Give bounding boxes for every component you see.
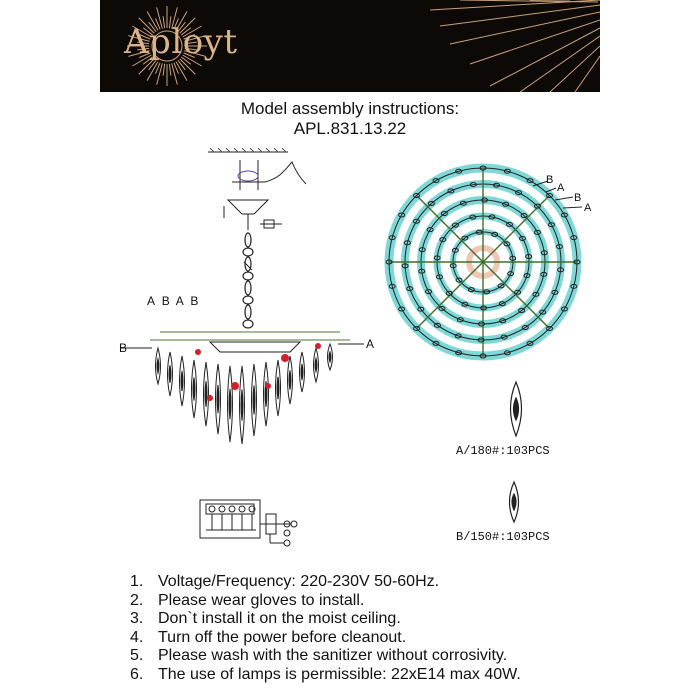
crystal-drop-core: [301, 364, 303, 380]
crystal-drop-core: [253, 386, 255, 415]
list-item: [130, 610, 521, 629]
item-number: 3.: [130, 610, 144, 628]
top-label-b-1: B: [546, 174, 554, 186]
instructions-list: [130, 573, 521, 685]
list-item: [130, 647, 521, 666]
list-item: [130, 629, 521, 648]
item-text: Voltage/Frequency: 220-230V 50-60Hz.: [158, 573, 440, 590]
label-left-b: B: [119, 341, 128, 355]
top-label-a-2: A: [584, 202, 592, 214]
crystal-drop-core: [241, 389, 243, 420]
wiring-diagram: [200, 500, 297, 546]
crystal-drop-b-icon: [510, 482, 519, 522]
label-b-2: B: [190, 294, 199, 308]
item-number: 4.: [130, 628, 144, 646]
item-number: 6.: [130, 665, 144, 683]
crystal-drop-core: [329, 352, 331, 362]
crystal-drop-core: [157, 359, 159, 373]
part-b-spec: B/150#:103PCS: [456, 530, 550, 544]
item-text: The use of lamps is permissible: 22xE14 max 40W.: [158, 665, 521, 683]
crystal-drop-core: [169, 365, 171, 383]
item-text: Please wear gloves to install.: [158, 591, 365, 609]
crystal-drop-core: [193, 377, 195, 400]
list-item: [130, 592, 521, 611]
crystal-drop-core: [181, 371, 183, 391]
page-title: Model assembly instructions:: [240, 99, 460, 118]
crystal-drop-core: [217, 385, 219, 413]
crystal-drop-core: [205, 381, 207, 407]
label-a-1: A: [147, 294, 156, 308]
label-b-1: B: [161, 294, 170, 308]
top-label-a-1: A: [557, 182, 565, 194]
list-item: [130, 666, 521, 685]
label-right-a: A: [366, 337, 375, 351]
chandelier-top-view: [386, 166, 582, 358]
label-a-2: A: [175, 294, 184, 308]
top-label-b-2: B: [574, 192, 582, 204]
part-a-spec: A/180#:103PCS: [456, 444, 550, 458]
label-top-row: [147, 294, 198, 308]
item-number: 2.: [130, 591, 144, 609]
item-number: 1.: [130, 573, 144, 590]
crystal-drop-core: [277, 377, 279, 399]
crystal-drop-core: [315, 358, 317, 372]
item-text: Please wash with the sanitizer without corrosivity.: [158, 647, 508, 665]
model-number: APL.831.13.22: [293, 119, 407, 138]
crystal-drop-core: [229, 389, 231, 419]
brand-logo-text: Aployt: [124, 22, 238, 62]
ceiling-mount-diagram: [208, 148, 306, 328]
item-text: Turn off the power before cleanout.: [158, 628, 407, 646]
crystal-drop-a-icon: [511, 382, 522, 436]
item-text: Don`t install it on the moist ceiling.: [158, 610, 401, 628]
list-item: [130, 573, 521, 592]
chandelier-side-view: [120, 332, 364, 444]
crystal-drop-core: [289, 370, 291, 389]
item-number: 5.: [130, 647, 144, 665]
